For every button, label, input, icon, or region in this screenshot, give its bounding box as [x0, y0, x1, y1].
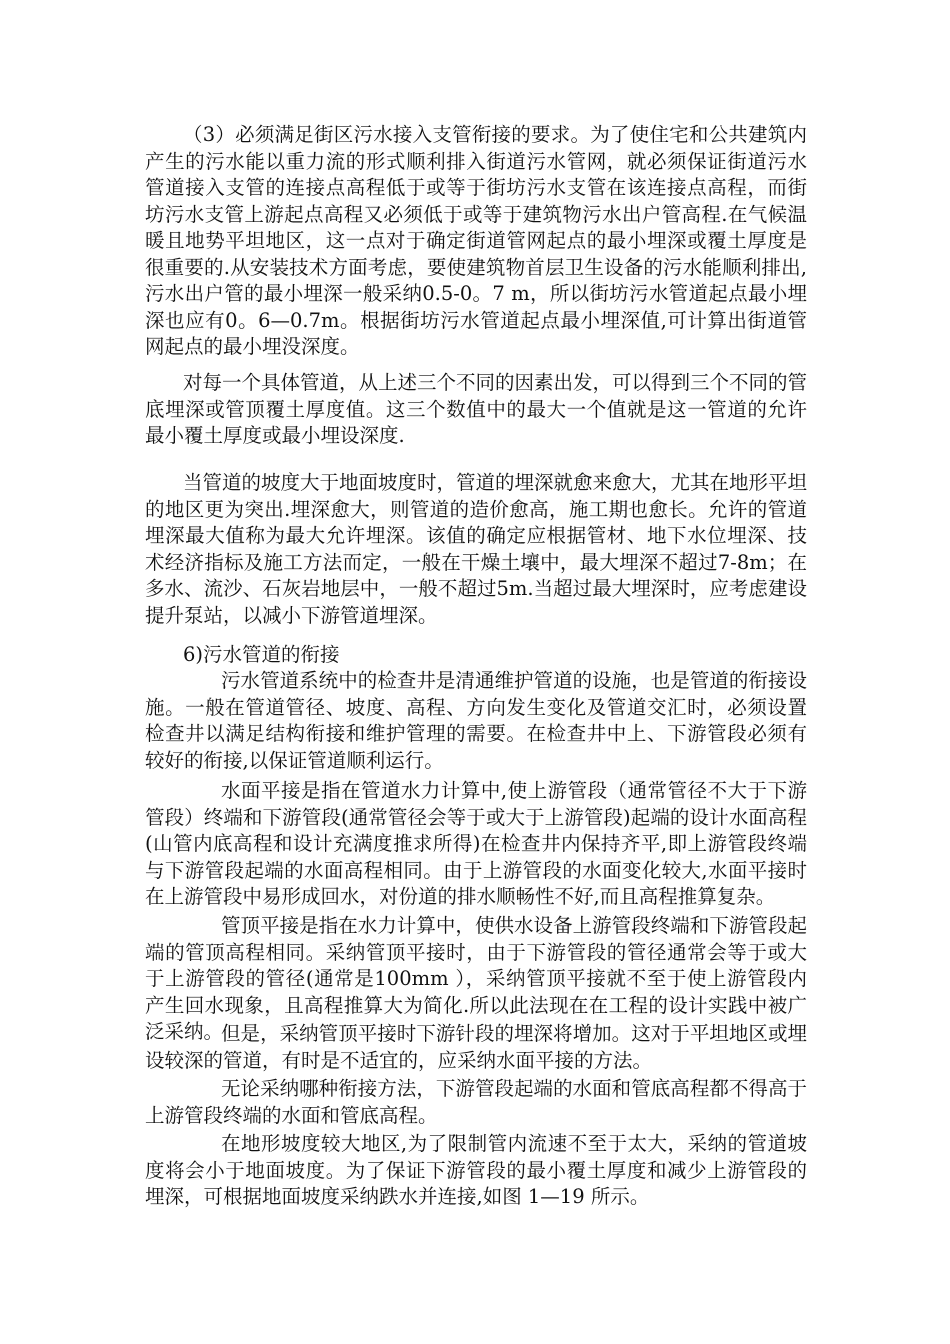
- paragraph-minimum-cover-depth: 对每一个具体管道，从上述三个不同的因素出发，可以得到三个不同的管底埋深或管顶覆土厚度值。这三个数值中的最大一个值就是这一管道的允许最小覆土厚度或最小埋设深度.: [145, 371, 808, 447]
- paragraph-drop-connection: 在地形坡度较大地区,为了限制管内流速不至于太大，采纳的管道坡度将会小于地面坡度。为了保证下游管段的最小覆土厚度和减少上游管段的埋深，可根据地面坡度采纳跌水并连接,如图 1—19 所示。: [145, 1132, 807, 1208]
- paragraph-maximum-burial-depth: 当管道的坡度大于地面坡度时，管道的埋深就愈来愈大，尤其在地形平坦的地区更为突出.埋深愈大，则管道的造价愈高，施工期也愈长。允许的管道埋深最大值称为最大允许埋深。该值的确定应根据管材、地下水位埋深、技术经济指标及施工方法而定，一般在干燥土壤中，最大埋深不超过7-8m；在多水、流沙、石灰岩地层中，一般不超过5m.当超过最大埋深时，应考虑建设提升泵站，以减小下游管道埋深。: [145, 471, 808, 627]
- paragraph-connection-rule: 无论采纳哪种衔接方法，下游管段起端的水面和管底高程都不得高于上游管段终端的水面和管底高程。: [145, 1077, 807, 1127]
- section-heading-pipe-connection: 6)污水管道的衔接: [183, 643, 340, 666]
- paragraph-water-surface-connection: 水面平接是指在管道水力计算中,使上游管段（通常管径不大于下游管段）终端和下游管段(通常管径会等于或大于上游管段)起端的设计水面高程(山管内底高程和设计充满度推求所得)在检查井内保持齐平,即上游管段终端与下游管段起端的水面高程相同。由于上游管段的水面变化较大,水面平接时在上游管段中易形成回水，对份道的排水顺畅性不好,而且高程推算复杂。: [145, 779, 807, 908]
- paragraph-street-connection-requirement: （3）必须满足街区污水接入支管衔接的要求。为了使住宅和公共建筑内产生的污水能以重力流的形式顺利排入街道污水管网，就必须保证街道污水管道接入支管的连接点高程低于或等于街坊污水支管在该连接点高程，而街坊污水支管上游起点高程又必须低于或等于建筑物污水出户管高程.在气候温暖且地势平坦地区，这一点对于确定街道管网起点的最小埋深或覆土厚度是很重要的.从安装技术方面考虑，要使建筑物首层卫生设备的污水能顺利排出,污水出户管的最小埋深一般采纳0.5-0。7 m，所以街坊污水管道起点最小埋深也应有0。6—0.7m。根据街坊污水管道起点最小埋深值,可计算出街道管网起点的最小埋没深度。: [145, 123, 807, 358]
- paragraph-pipe-top-connection: 管顶平接是指在水力计算中，使供水设备上游管段终端和下游管段起端的管顶高程相同。采纳管顶平接时，由于下游管段的管径通常会等于或大于上游管段的管径(通常是100mm ），采纳管顶平接就不至于使上游管段内产生回水现象，且高程推算大为简化.所以此法现在在工程的设计实践中被广泛采纳。: [145, 914, 807, 1043]
- paragraph-inspection-well: 污水管道系统中的检查井是清通维护管道的设施，也是管道的衔接设施。一般在管道管径、坡度、高程、方向发生变化及管道交汇时，必须设置检查井以满足结构衔接和维护管理的需要。在检查井中上、下游管段必须有较好的衔接,以保证管道顺利运行。: [145, 669, 807, 772]
- paragraph-pipe-top-drawback: 但是，采纳管顶平接时下游针段的埋深将增加。这对于平坦地区或埋设较深的管道，有时是不适宜的，应采纳水面平接的方法。: [145, 1022, 807, 1072]
